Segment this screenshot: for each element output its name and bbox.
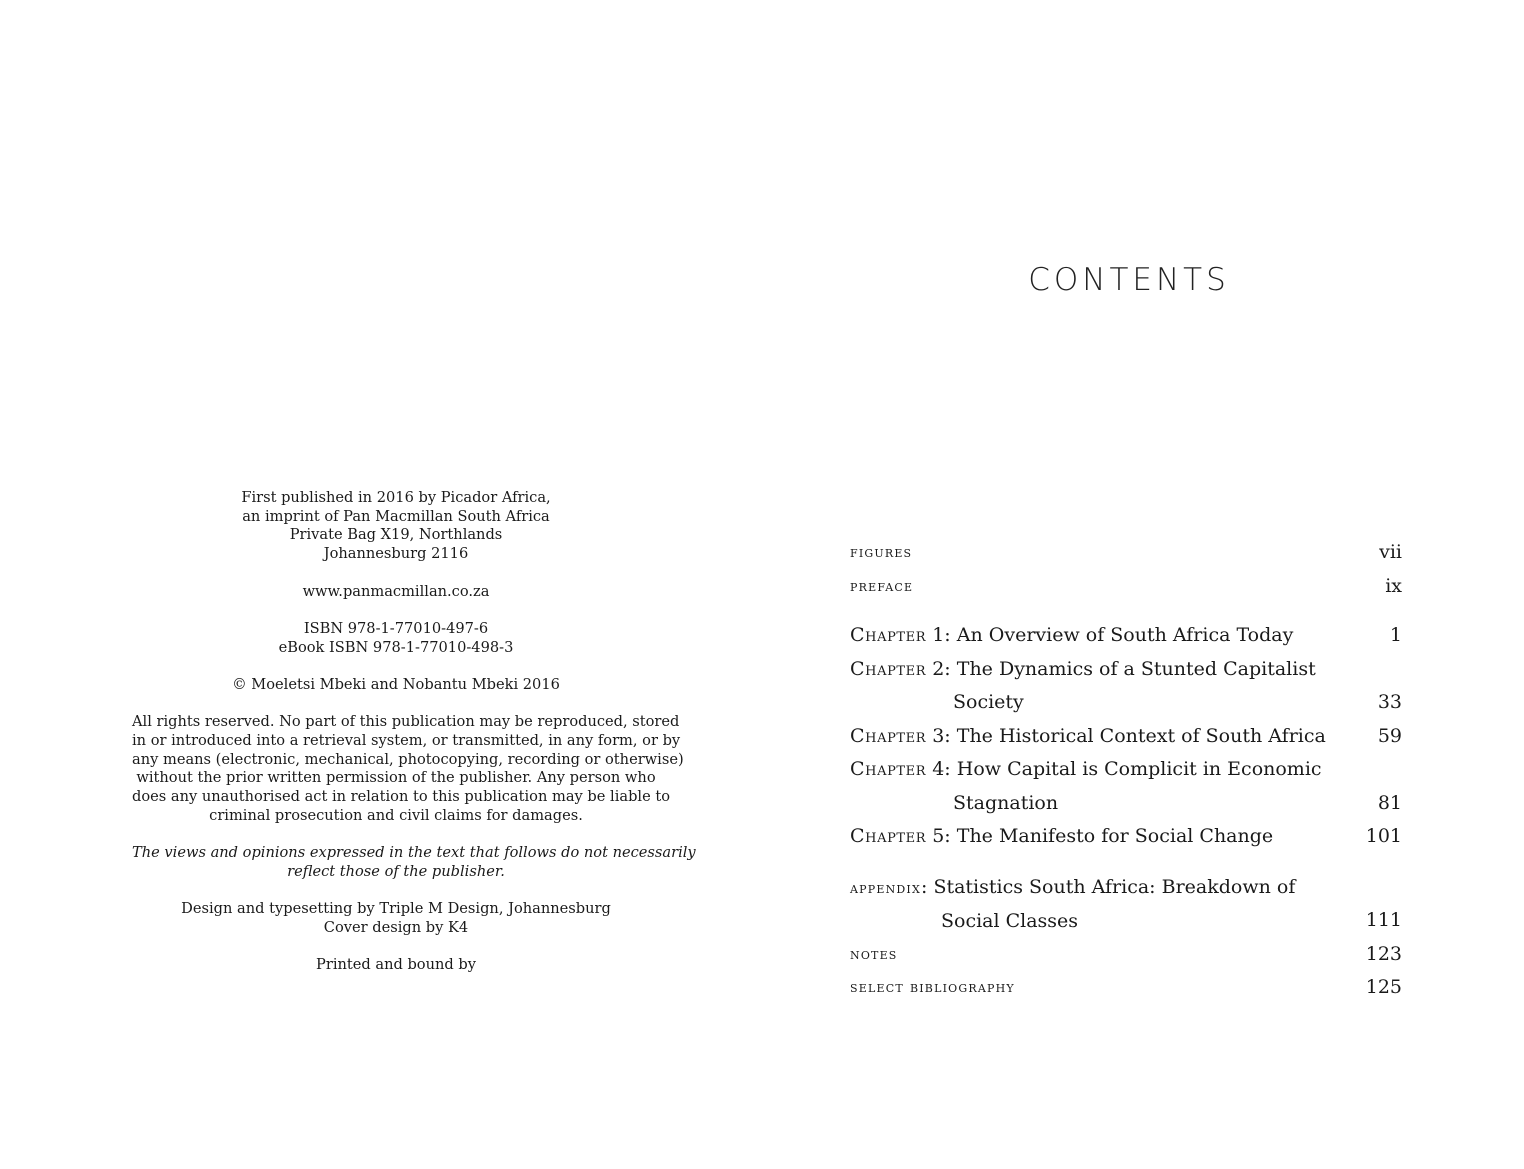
publisher-line: Johannesburg 2116: [323, 545, 469, 563]
toc-label: figures: [850, 543, 913, 561]
toc-page-number: ix: [1385, 574, 1402, 597]
appendix-prefix: appendix: [850, 878, 921, 897]
toc-page-number: 111: [1365, 909, 1402, 931]
imprint-page: [132, 489, 696, 975]
toc-page-number: 1: [1389, 624, 1402, 646]
chapter-title-continued: Society: [953, 691, 1024, 713]
printed-credit: Printed and bound by: [316, 956, 476, 974]
rights-line: All rights reserved. No part of this publication may be reproduced, stored: [132, 713, 680, 731]
rights-line: in or introduced into a retrieval system, or transmitted, in any form, or by: [132, 732, 681, 750]
rights-line: criminal prosecution and civil claims for damages.: [209, 806, 583, 824]
toc-entry-notes[interactable]: [850, 938, 1402, 972]
toc-entry-chapter-5[interactable]: [850, 820, 1402, 854]
toc-label: preface: [850, 576, 914, 595]
toc-page-number: 101: [1365, 825, 1402, 847]
publisher-line: an imprint of Pan Macmillan South Africa: [242, 507, 550, 525]
appendix-title: : Statistics South Africa: Breakdown of: [921, 875, 1296, 898]
toc-page-number: 125: [1365, 976, 1402, 998]
toc-page-number: vii: [1379, 541, 1402, 563]
ebook-isbn-text: eBook ISBN 978-1-77010-498-3: [278, 638, 514, 656]
toc-page-number: 33: [1377, 691, 1402, 713]
chapter-title: The Dynamics of a Stunted Capitalist: [956, 657, 1316, 680]
toc-entry-appendix[interactable]: [850, 871, 1402, 938]
disclaimer-line: reflect those of the publisher.: [287, 862, 505, 880]
copyright-text: © Moeletsi Mbeki and Nobantu Mbeki 2016: [232, 675, 560, 693]
chapter-number: 4:: [932, 758, 951, 780]
rights-line: does any unauthorised act in relation to this publication may be liable to: [132, 788, 671, 806]
chapter-title: The Manifesto for Social Change: [956, 825, 1274, 847]
design-credit: Design and typesetting by Triple M Design, Johannesburg: [181, 900, 611, 918]
cover-credit: Cover design by K4: [323, 919, 469, 937]
disclaimer-line: The views and opinions expressed in the text that follows do not necessarily: [132, 844, 696, 862]
toc-page-number: 123: [1365, 942, 1402, 965]
toc-entry-chapter-3[interactable]: [850, 720, 1402, 754]
toc-label: notes: [850, 944, 898, 963]
toc-entry-chapter-2[interactable]: [850, 653, 1402, 720]
chapter-prefix: Chapter: [850, 657, 927, 680]
publisher-line: First published in 2016 by Picador Africa,: [241, 489, 551, 506]
chapter-number: 1:: [932, 624, 951, 646]
toc-page-number: 81: [1377, 791, 1402, 814]
chapter-title-continued: Stagnation: [953, 791, 1059, 814]
rights-line: any means (electronic, mechanical, photocopying, recording or otherwise): [132, 750, 684, 768]
toc-label: select bibliography: [850, 978, 1015, 996]
website-text: www.panmacmillan.co.za: [302, 582, 490, 600]
chapter-prefix: Chapter: [850, 825, 927, 847]
toc-entry-bibliography[interactable]: [850, 971, 1402, 1005]
chapter-title: The Historical Context of South Africa: [956, 724, 1326, 747]
page-title: CONTENTS: [1028, 262, 1230, 298]
chapter-title: An Overview of South Africa Today: [956, 624, 1294, 646]
appendix-title-continued: Social Classes: [941, 910, 1079, 932]
toc-entry-figures[interactable]: [850, 536, 1402, 570]
rights-line: without the prior written permission of the publisher. Any person who: [136, 769, 656, 787]
table-of-contents: [850, 536, 1402, 1005]
toc-entry-chapter-1[interactable]: [850, 619, 1402, 653]
chapter-number: 5:: [932, 825, 951, 847]
chapter-number: 2:: [932, 657, 951, 680]
publisher-line: Private Bag X19, Northlands: [289, 526, 503, 544]
chapter-prefix: Chapter: [850, 758, 927, 780]
chapter-number: 3:: [932, 724, 951, 747]
isbn-text: ISBN 978-1-77010-497-6: [303, 619, 489, 637]
toc-page-number: 59: [1377, 724, 1402, 747]
chapter-prefix: Chapter: [850, 724, 927, 747]
toc-entry-preface[interactable]: [850, 570, 1402, 604]
toc-entry-chapter-4[interactable]: [850, 753, 1402, 820]
chapter-prefix: Chapter: [850, 624, 927, 646]
chapter-title: How Capital is Complicit in Economic: [956, 758, 1322, 780]
